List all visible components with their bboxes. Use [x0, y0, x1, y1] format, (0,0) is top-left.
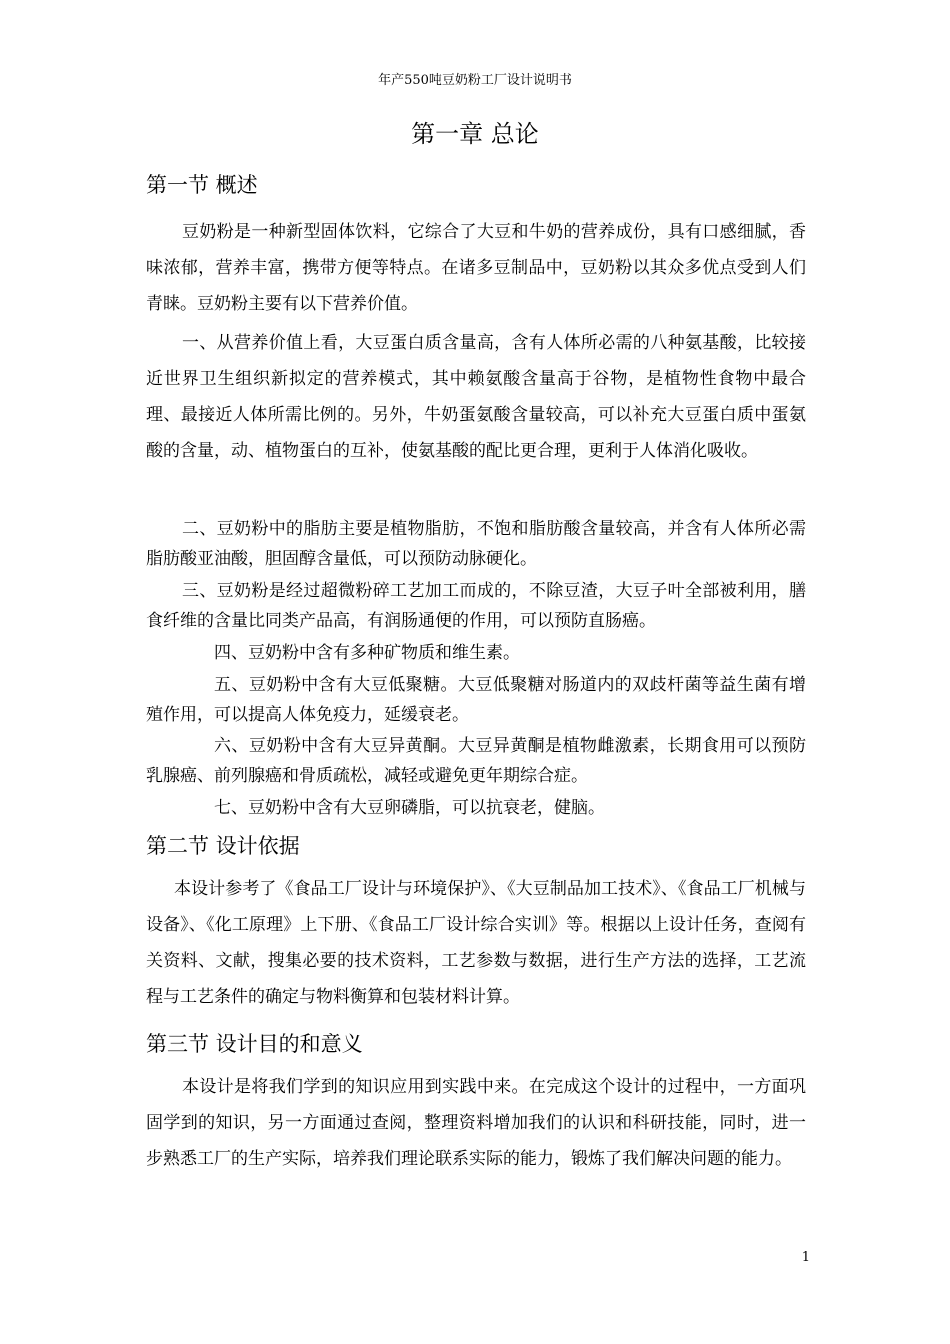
paragraph: 七、豆奶粉中含有大豆卵磷脂，可以抗衰老，健脑。 [214, 798, 605, 818]
section-heading-design-basis: 第二节 设计依据 [146, 834, 300, 858]
paragraph: 本设计参考了《食品工厂设计与环境保护》、《大豆制品加工技术》、《食品工厂机械与设备》、《化工原理》上下册、《食品工厂设计综合实训》等。根据以上设计任务，查阅有关资料、文献，搜集必要的技术资料，工艺参数与数据，进行生产方法的选择，工艺流程与工艺条件的确定与物料衡算和包装材料计算。 [146, 879, 806, 1007]
chapter-title: 第一章 总论 [411, 120, 539, 148]
paragraph: 豆奶粉是一种新型固体饮料，它综合了大豆和牛奶的营养成份，具有口感细腻，香味浓郁，营养丰富，携带方便等特点。在诸多豆制品中，豆奶粉以其众多优点受到人们青睐。豆奶粉主要有以下营养价值。 [146, 222, 806, 314]
paragraph: 六、豆奶粉中含有大豆异黄酮。大豆异黄酮是植物雌激素，长期食用可以预防乳腺癌、前列腺癌和骨质疏松，减轻或避免更年期综合症。 [146, 736, 806, 786]
paragraph: 本设计是将我们学到的知识应用到实践中来。在完成这个设计的过程中，一方面巩固学到的知识，另一方面通过查阅，整理资料增加我们的认识和科研技能，同时，进一步熟悉工厂的生产实际，培养我们理论联系实际的能力，锻炼了我们解决问题的能力。 [146, 1077, 806, 1169]
paragraph: 三、豆奶粉是经过超微粉碎工艺加工而成的，不除豆渣，大豆子叶全部被利用，膳食纤维的含量比同类产品高，有润肠通便的作用，可以预防直肠癌。 [146, 581, 806, 631]
paragraph: 四、豆奶粉中含有多种矿物质和维生素。 [214, 643, 520, 663]
running-header: 年产550吨豆奶粉工厂设计说明书 [378, 73, 572, 88]
page-number: 1 [801, 1250, 810, 1265]
paragraph: 二、豆奶粉中的脂肪主要是植物脂肪，不饱和脂肪酸含量较高，并含有人体所必需脂肪酸亚油酸，胆固醇含量低，可以预防动脉硬化。 [146, 519, 806, 569]
paragraph: 五、豆奶粉中含有大豆低聚糖。大豆低聚糖对肠道内的双歧杆菌等益生菌有增殖作用，可以提高人体免疫力，延缓衰老。 [146, 675, 806, 725]
paragraph: 一、从营养价值上看，大豆蛋白质含量高，含有人体所必需的八种氨基酸，比较接近世界卫生组织新拟定的营养模式，其中赖氨酸含量高于谷物，是植物性食物中最合理、最接近人体所需比例的。另外，牛奶蛋氨酸含量较高，可以补充大豆蛋白质中蛋氨酸的含量，动、植物蛋白的互补，使氨基酸的配比更合理，更利于人体消化吸收。 [146, 333, 806, 461]
section-heading-overview: 第一节 概述 [146, 173, 258, 197]
section-heading-purpose: 第三节 设计目的和意义 [146, 1032, 363, 1056]
